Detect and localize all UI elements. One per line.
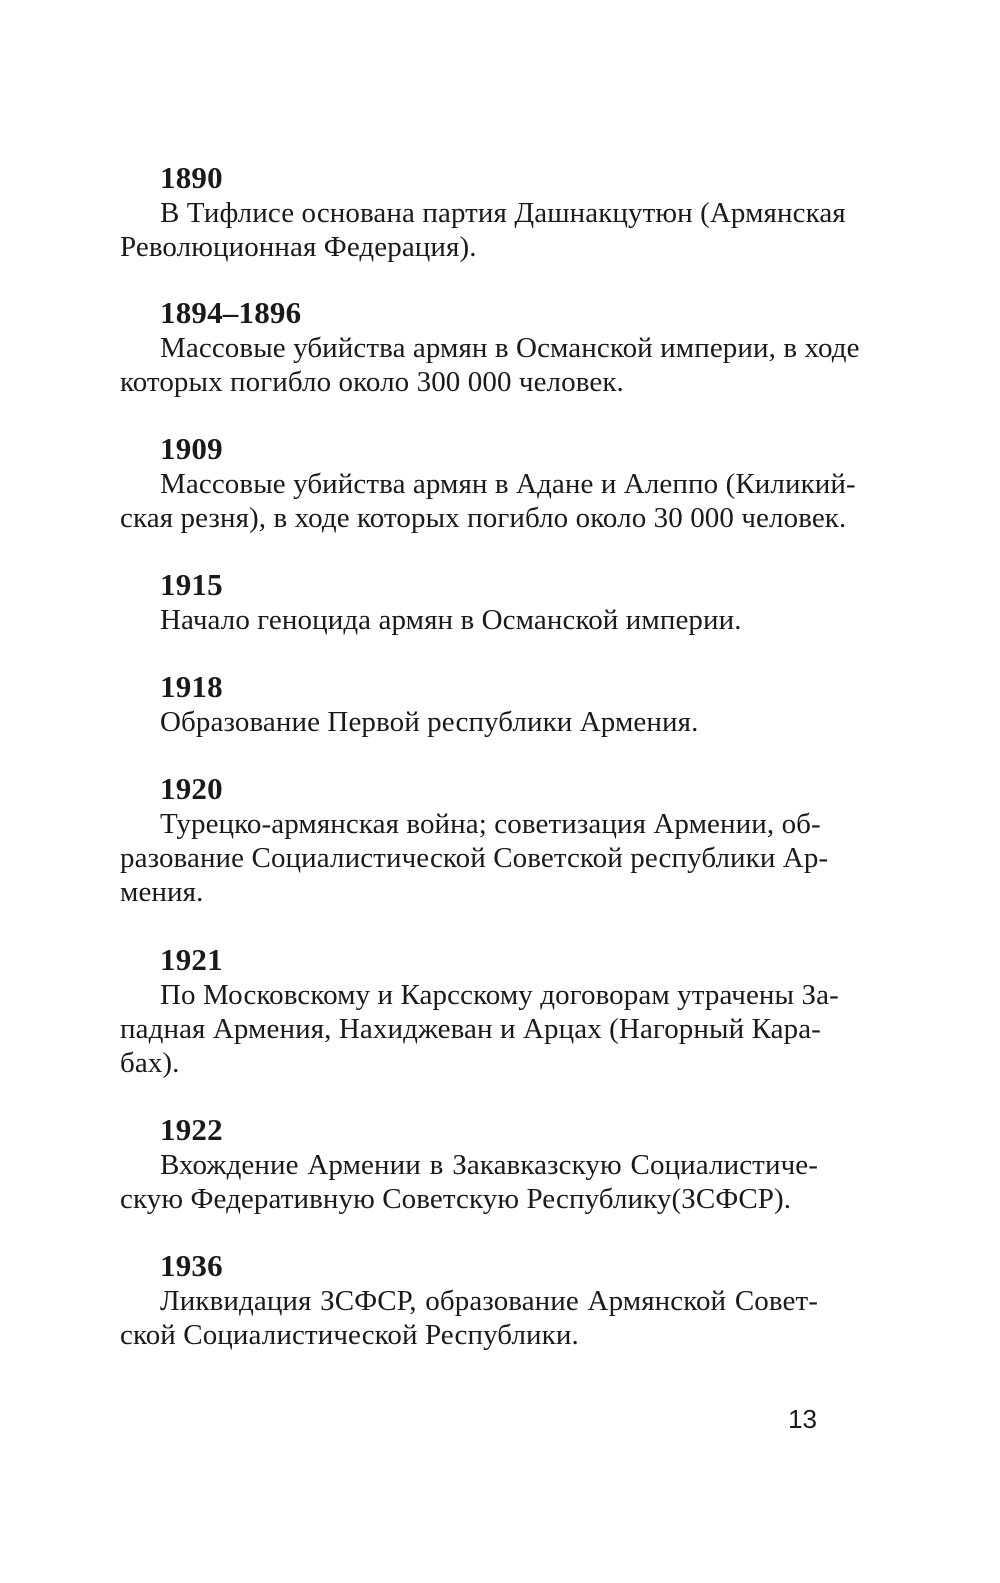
entry-text-line: разование Социалистической Советской республики Ар-: [120, 842, 829, 874]
entry-year: 1920: [160, 771, 223, 806]
timeline-entry-1922: [120, 1112, 818, 1216]
entry-text-line: ской Социалистической Республики.: [120, 1319, 579, 1351]
entry-year: 1922: [160, 1112, 223, 1147]
entry-text-line: Революционная Федерация).: [120, 231, 477, 263]
timeline-entry-1936: [120, 1248, 818, 1352]
entry-year: 1915: [160, 567, 223, 602]
timeline-entry-1918: [120, 669, 818, 739]
entry-year: 1921: [160, 942, 223, 977]
entry-text-line: Начало геноцида армян в Османской империи.: [160, 604, 742, 636]
timeline-entry-1920: [120, 771, 829, 909]
page-number: 13: [788, 1404, 817, 1434]
entry-text-line: бах).: [120, 1047, 180, 1079]
timeline-entry-1909: [120, 431, 856, 535]
entry-year: 1909: [160, 431, 223, 466]
entry-text-line: Вхождение Армении в Закавказскую Социалистиче-: [160, 1149, 818, 1181]
timeline-entry-1915: [120, 567, 818, 637]
entry-text-line: Массовые убийства армян в Адане и Алеппо (Киликий-: [160, 468, 856, 500]
entry-year: 1936: [160, 1248, 223, 1283]
entry-text-line: По Московскому и Карсскому договорам утрачены За-: [160, 979, 839, 1011]
entry-text-line: скую Федеративную Советскую Республику(ЗСФСР).: [120, 1183, 792, 1215]
entry-text-line: Массовые убийства армян в Османской империи, в ходе: [160, 332, 860, 364]
timeline-entry-1921: [120, 942, 839, 1080]
entry-text-line: которых погибло около 300 000 человек.: [120, 366, 624, 398]
timeline-entry-1890: [120, 160, 846, 264]
entry-text-line: ская резня), в ходе которых погибло около 30 000 человек.: [120, 502, 847, 534]
entry-text-line: Ликвидация ЗСФСР, образование Армянской Совет-: [160, 1285, 818, 1317]
entry-text-line: Турецко-армянская война; советизация Армении, об-: [160, 808, 821, 840]
entry-text-line: падная Армения, Нахиджеван и Арцах (Нагорный Кара-: [120, 1013, 821, 1045]
entry-text-line: мения.: [120, 876, 204, 908]
entry-year: 1890: [160, 160, 223, 195]
entry-year: 1894–1896: [160, 295, 302, 330]
entry-text-line: В Тифлисе основана партия Дашнакцутюн (Армянская: [160, 197, 846, 229]
timeline-entry-1894-1896: [120, 295, 860, 399]
entry-year: 1918: [160, 669, 223, 704]
entry-text-line: Образование Первой республики Армения.: [160, 706, 699, 738]
